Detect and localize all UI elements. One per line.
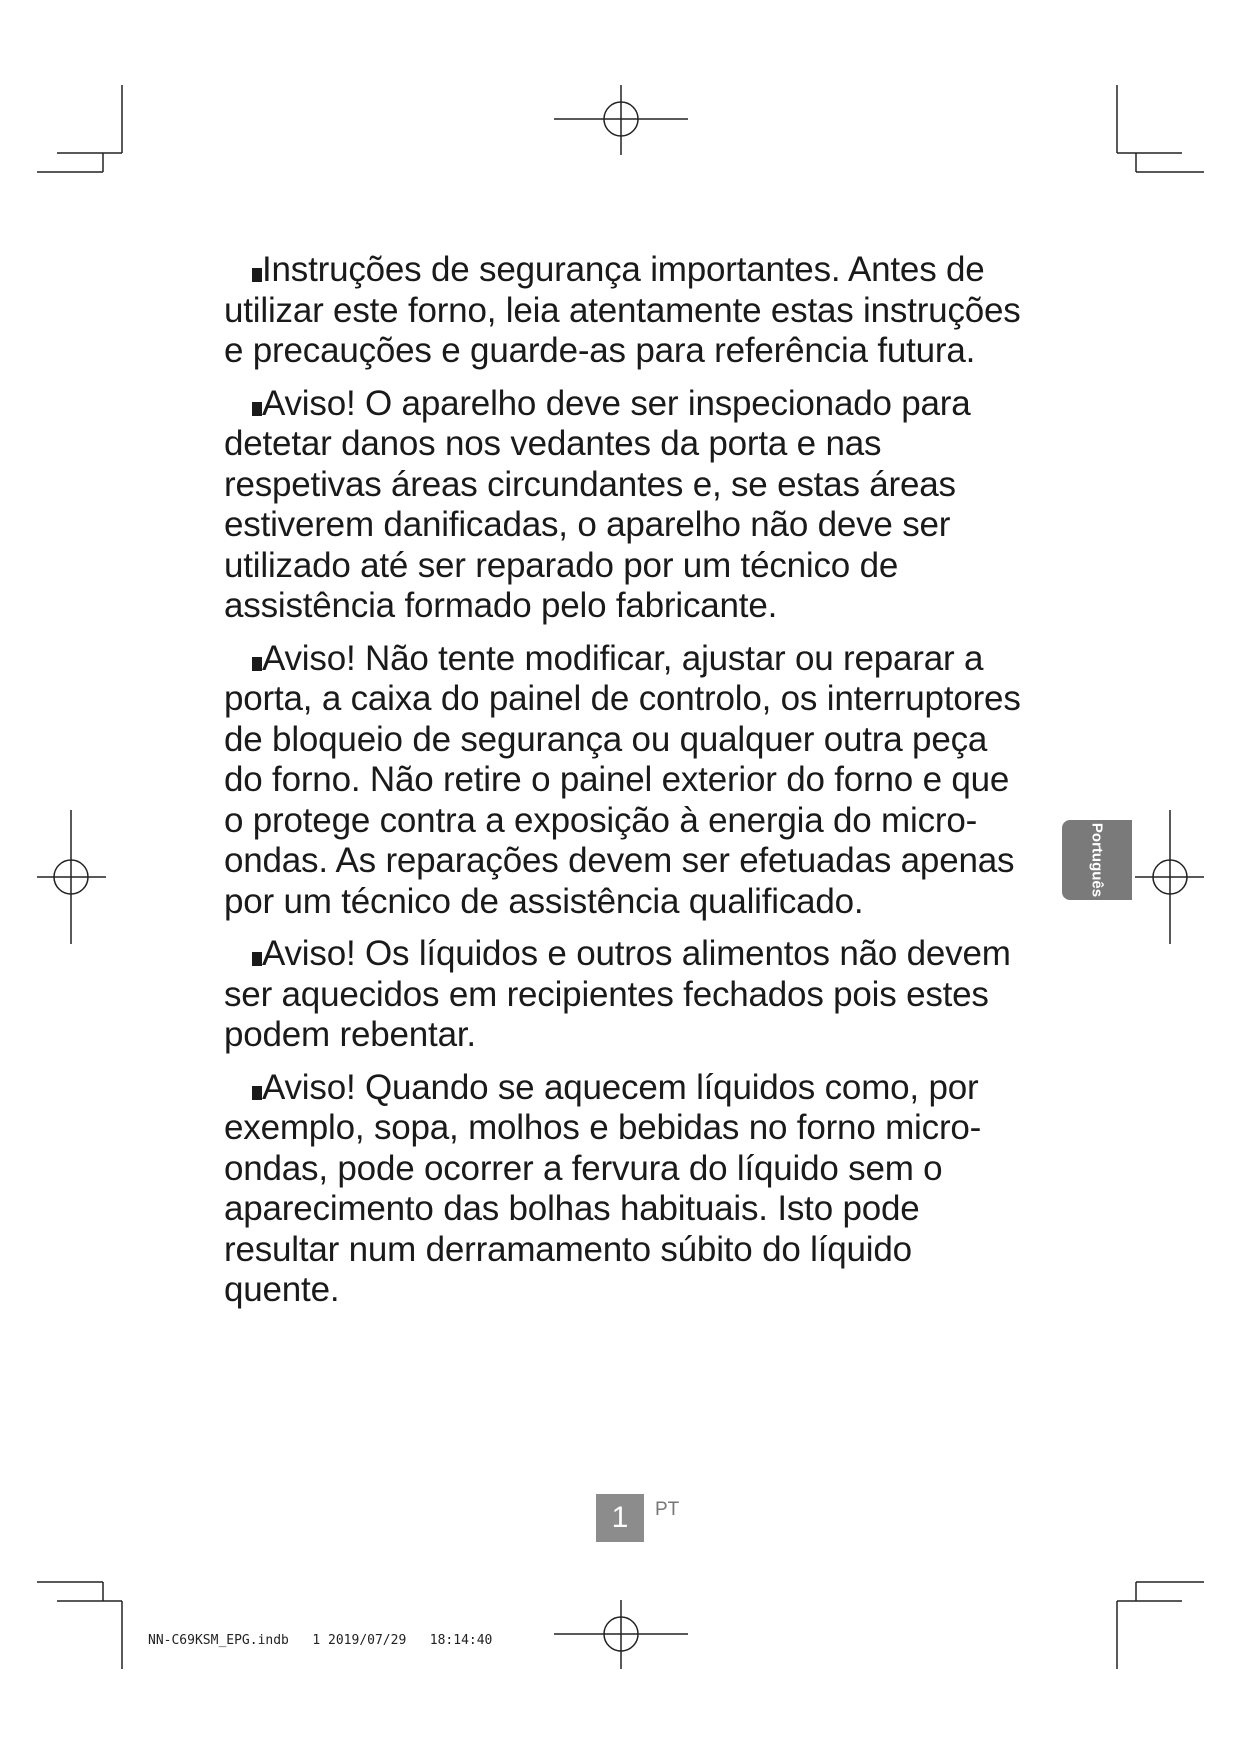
- paragraph-warning-boiling-liquids: Aviso! Quando se aquecem líquidos como, por exemplo, sopa, molhos e bebidas no forno micro-ondas, pode ocorrer a fervura do líquido sem o aparecimento das bolhas habituais. Isto pode resultar num derramamento súbito do líquido quente.: [224, 1067, 982, 1309]
- bullet-icon: [252, 402, 262, 416]
- page-number: 1: [596, 1494, 644, 1542]
- registration-mark-left: [37, 810, 106, 944]
- bullet-icon: [252, 952, 262, 966]
- registration-mark-bottom: [554, 1600, 688, 1669]
- paragraph-safety-intro: Instruções de segurança importantes. Antes de utilizar este forno, leia atentamente estas instruções e precauções e guarde-as para referência futura.: [224, 250, 1021, 370]
- registration-mark-right: [1135, 810, 1204, 944]
- registration-mark-top: [554, 85, 688, 155]
- print-slug: NN-C69KSM_EPG.indb 1 2019/07/29 18:14:40: [148, 1633, 493, 1648]
- paragraph-warning-closed-containers: Aviso! Os líquidos e outros alimentos não devem ser aquecidos em recipientes fechados pois estes podem rebentar.: [224, 934, 1011, 1054]
- language-side-tab-label: Português: [1088, 822, 1106, 898]
- bullet-icon: [252, 1086, 262, 1100]
- language-side-tab: [1062, 820, 1132, 900]
- language-code: PT: [655, 1499, 680, 1520]
- paragraph-warning-modification: Aviso! Não tente modificar, ajustar ou reparar a porta, a caixa do painel de controlo, os interruptores de bloqueio de segurança ou qualquer outra peça do forno. Não retire o painel exterior do forno e que o protege contra a exposição à energia do micro-ondas. As reparações devem ser efetuadas apenas por um técnico de assistência qualificado.: [224, 638, 1021, 921]
- bullet-icon: [252, 268, 262, 282]
- bullet-icon: [252, 657, 262, 671]
- paragraph-warning-inspection: Aviso! O aparelho deve ser inspecionado para detetar danos nos vedantes da porta e nas respetivas áreas circundantes e, se estas áreas estiverem danificadas, o aparelho não deve ser utilizado até ser reparado por um técnico de assistência formado pelo fabricante.: [224, 383, 971, 625]
- safety-instructions: [224, 250, 1024, 1323]
